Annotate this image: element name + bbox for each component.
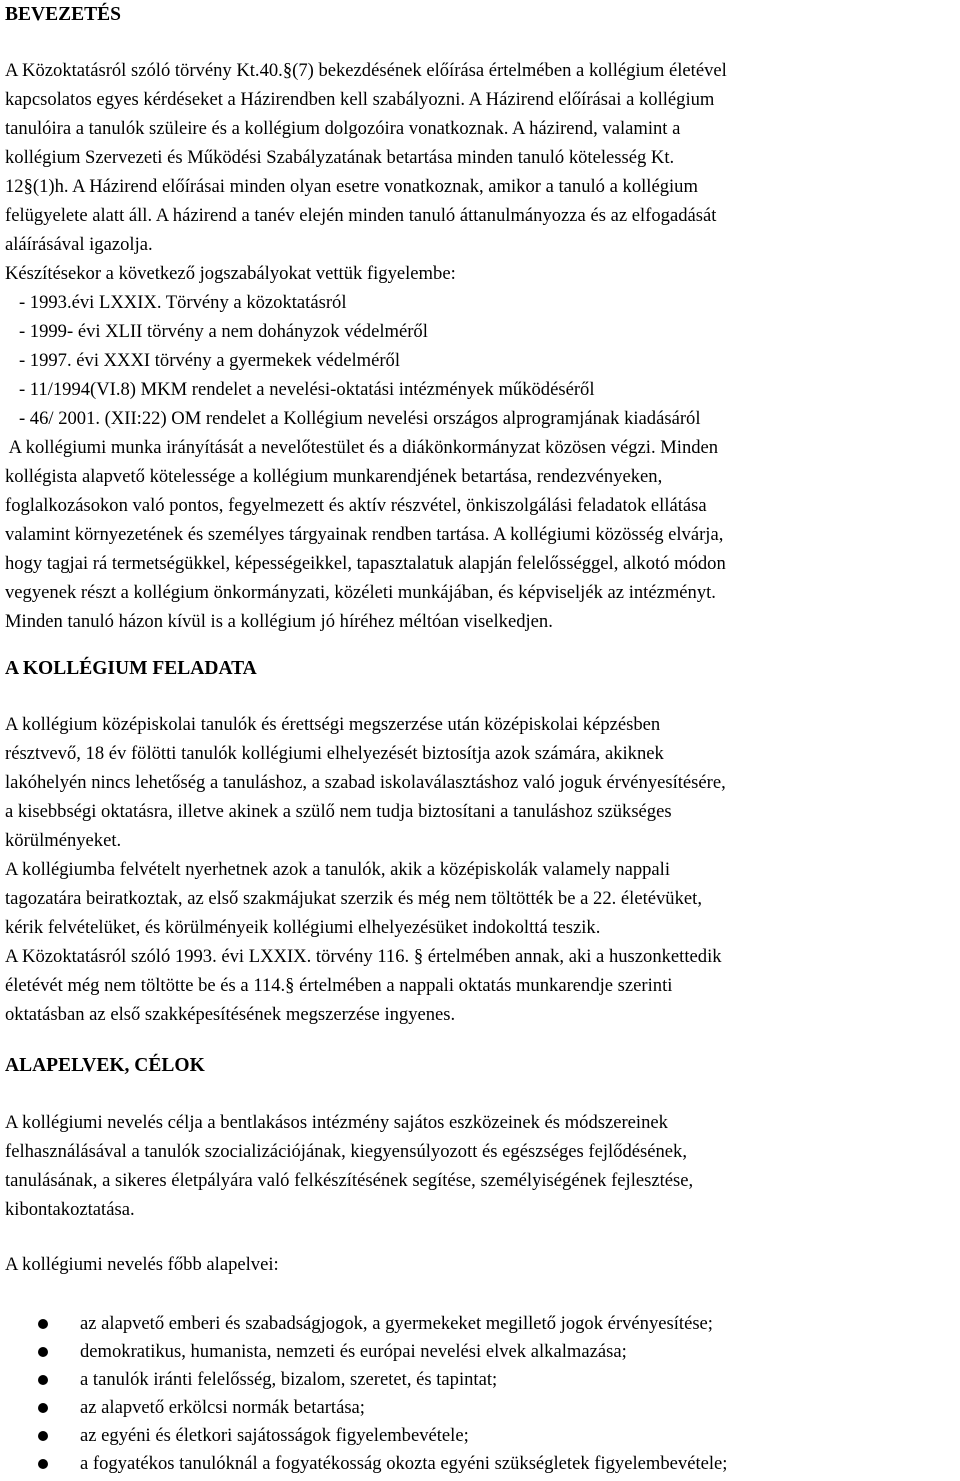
paragraph-line: lakóhelyén nincs lehetőség a tanuláshoz, a szabad iskolaválasztáshoz való joguk érvényesítésére,: [5, 772, 726, 793]
paragraph-line: felügyelete alatt áll. A házirend a tanév elején minden tanuló áttanulmányozza és az elfogadását: [5, 205, 717, 226]
list-item-text: az alapvető emberi és szabadságjogok, a gyermekeket megillető jogok érvényesítése;: [80, 1313, 713, 1334]
section-heading-bevezetes: BEVEZETÉS: [5, 4, 121, 25]
paragraph-line: kollégista alapvető kötelessége a kollégium munkarendjének betartása, rendezvényeken,: [5, 466, 663, 487]
paragraph-line: foglalkozásokon való pontos, fegyelmezett és aktív részvétel, önkiszolgálási feladatok ellátása: [5, 495, 707, 516]
paragraph-line: Készítésekor a következő jogszabályokat vettük figyelembe:: [5, 263, 456, 284]
bullet-icon: [38, 1347, 48, 1357]
list-item-text: az alapvető erkölcsi normák betartása;: [80, 1397, 365, 1418]
paragraph-line: A kollégiumi munka irányítását a nevelőtestület és a diákönkormányzat közösen végzi. Minden: [5, 437, 719, 458]
paragraph-line: A kollégiumba felvételt nyerhetnek azok a tanulók, akik a középiskolák valamely nappali: [5, 859, 671, 880]
paragraph-line: vegyenek részt a kollégium önkormányzati, közéleti munkájában, és képviseljék az intézményt.: [5, 582, 716, 603]
bullet-icon: [38, 1375, 48, 1385]
paragraph-line: A kollégiumi nevelés célja a bentlakásos intézmény sajátos eszközeinek és módszereinek: [5, 1112, 668, 1133]
list-item-text: a tanulók iránti felelősség, bizalom, szeretet, és tapintat;: [80, 1369, 498, 1390]
paragraph-line: 12§(1)h. A Házirend előírásai minden olyan esetre vonatkoznak, amikor a tanuló a kollégium: [5, 176, 698, 197]
paragraph-line: aláírásával igazolja.: [5, 234, 153, 255]
bullet-icon: [38, 1403, 48, 1413]
paragraph-line: kollégium Szervezeti és Működési Szabályzatának betartása minden tanuló kötelesség Kt.: [5, 147, 675, 168]
paragraph-line: tagozatára beiratkoztak, az első szakmájukat szerzik és még nem töltötték be a 22. életévüket,: [5, 888, 702, 909]
bullet-icon: [38, 1431, 48, 1441]
paragraph-line: tanulásának, a sikeres életpályára való felkészítésének segítése, személyiségének fejlesztése,: [5, 1170, 694, 1191]
paragraph-line: felhasználásával a tanulók szocializációjának, kiegyensúlyozott és egészséges fejlődésének,: [5, 1141, 688, 1162]
paragraph-line: a kisebbségi oktatásra, illetve akinek a szülő nem tudja biztosítani a tanuláshoz szükséges: [5, 801, 672, 822]
list-item-text: az egyéni és életkori sajátosságok figyelembevétele;: [80, 1425, 469, 1446]
paragraph-line: hogy tagjai rá termetségükkel, képességeikkel, tapasztalatuk alapján felelősséggel, alkotó módon: [5, 553, 726, 574]
list-item-text: a fogyatékos tanulóknál a fogyatékosság okozta egyéni szükségletek figyelembevétele;: [80, 1453, 728, 1474]
list-item-text: demokratikus, humanista, nemzeti és európai nevelési elvek alkalmazása;: [80, 1341, 627, 1362]
law-list-item: - 46/ 2001. (XII:22) OM rendelet a Kollégium nevelési országos alprogramjának kiadásáról: [5, 408, 701, 429]
law-list-item: - 1993.évi LXXIX. Törvény a közoktatásról: [5, 292, 347, 313]
paragraph-line: oktatásban az első szakképesítésének megszerzése ingyenes.: [5, 1004, 456, 1025]
paragraph-line: kapcsolatos egyes kérdéseket a Házirendben kell szabályozni. A Házirend előírásai a kollégium: [5, 89, 715, 110]
law-list-item: - 1999- évi XLII törvény a nem dohányzok védelméről: [5, 321, 428, 342]
paragraph-line: A Közoktatásról szóló törvény Kt.40.§(7) bekezdésének előírása értelmében a kollégium életével: [5, 60, 727, 81]
law-list-item: - 11/1994(VI.8) MKM rendelet a nevelési-oktatási intézmények működéséről: [5, 379, 595, 400]
section-heading-alapelvek-celok: ALAPELVEK, CÉLOK: [5, 1055, 205, 1076]
bullet-icon: [38, 1459, 48, 1469]
paragraph-line: résztvevő, 18 év fölötti tanulók kollégiumi elhelyezését biztosítja azok számára, akiknek: [5, 743, 664, 764]
paragraph-line: körülményeket.: [5, 830, 122, 851]
paragraph-line: Minden tanuló házon kívül is a kollégium jó híréhez méltóan viselkedjen.: [5, 611, 553, 632]
paragraph-line: életévét még nem töltötte be és a 114.§ értelmében a nappali oktatás munkarendje szerinti: [5, 975, 673, 996]
paragraph-line: A Közoktatásról szóló 1993. évi LXXIX. törvény 116. § értelmében annak, aki a huszonkettedik: [5, 946, 722, 967]
paragraph-line: A kollégium középiskolai tanulók és érettségi megszerzése után középiskolai képzésben: [5, 714, 661, 735]
paragraph-line: tanulóira a tanulók szüleire és a kollégium dolgozóira vonatkoznak. A házirend, valamint a: [5, 118, 681, 139]
paragraph-line: kérik felvételüket, és körülményeik kollégiumi elhelyezésüket indokolttá teszik.: [5, 917, 601, 938]
bullet-icon: [38, 1319, 48, 1329]
paragraph-line: kibontakoztatása.: [5, 1199, 135, 1220]
law-list-item: - 1997. évi XXXI törvény a gyermekek védelméről: [5, 350, 400, 371]
paragraph-line: A kollégiumi nevelés főbb alapelvei:: [5, 1254, 279, 1275]
paragraph-line: valamint környezetének és személyes tárgyainak rendben tartása. A kollégiumi közösség elvárja,: [5, 524, 724, 545]
section-heading-kollegium-feladata: A KOLLÉGIUM FELADATA: [5, 658, 257, 679]
